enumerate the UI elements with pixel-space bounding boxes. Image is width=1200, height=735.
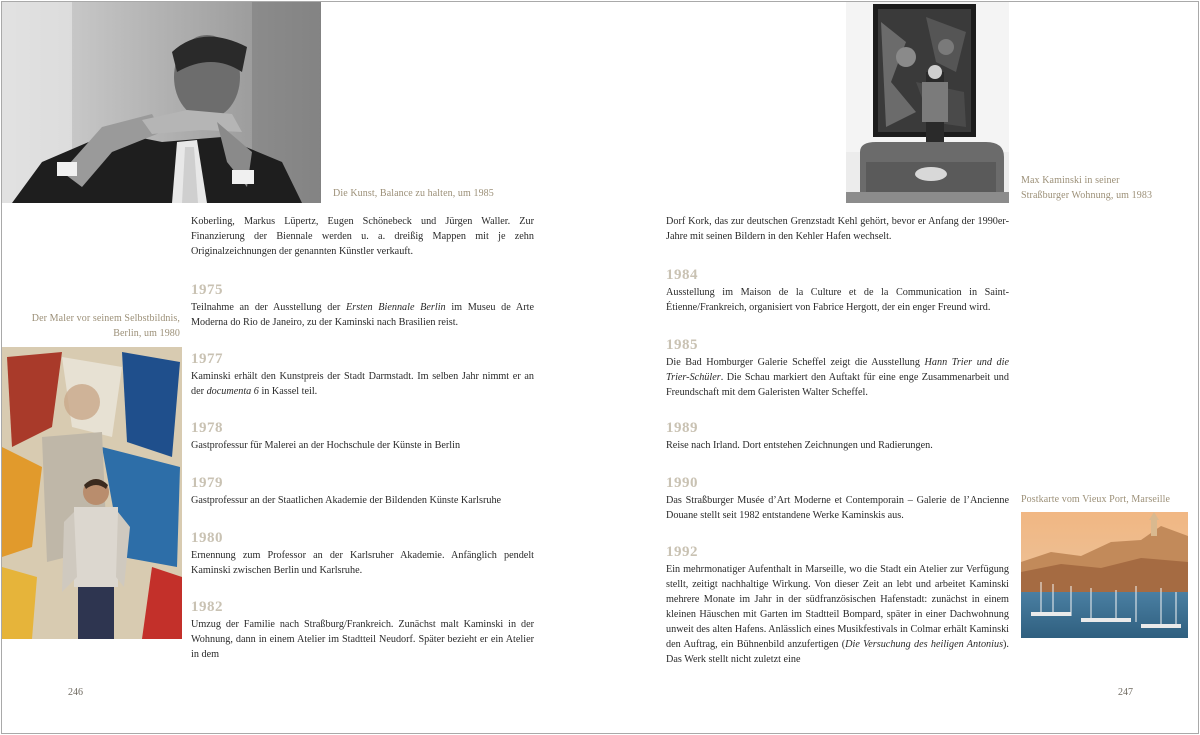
photo-vieux-port [1021,512,1188,638]
caption-wohnung-line1: Max Kaminski in seiner [1021,175,1120,186]
right-entry-1985 [666,336,1009,400]
entry-body: Reise nach Irland. Dort entstehen Zeichnungen und Radierungen. [666,440,933,451]
year-label: 1980 [191,530,223,546]
photo-painter-selfportrait [2,347,182,639]
year-label: 1979 [191,475,223,491]
entry-body: Das Straßburger Musée d’Art Moderne et Contemporain – Galerie de l’Ancienne Douane stellt seit 1982 entstandene Werke Kaminskis aus. [666,495,1009,521]
right-entry-1990 [666,474,1009,523]
left-entry-1979 [191,474,534,508]
left-entry-1980 [191,529,534,578]
entry-body: Kaminski erhält den Kunstpreis der Stadt Darmstadt. Im selben Jahr nimmt er an der documenta 6 in Kassel teil. [191,371,534,397]
left-entry-1978 [191,419,534,453]
year-label: 1982 [191,599,223,615]
year-label: 1990 [666,475,698,491]
page-number-left: 246 [68,687,83,698]
year-label: 1989 [666,420,698,436]
left-intro: Koberling, Markus Lüpertz, Eugen Schönebeck und Jürgen Waller. Zur Finanzierung der Biennale werden u. a. dreißig Mappen mit je zehn Originalzeichnungen der genannten Künstler verkauft. [191,216,534,257]
right-entry-1984 [666,266,1009,315]
caption-maler-line1: Der Maler vor seinem Selbstbildnis, [31,313,180,324]
page-number-right: 247 [1118,687,1133,698]
caption-maler-line2: Berlin, um 1980 [113,328,180,339]
caption-wohnung-line2: Straßburger Wohnung, um 1983 [1021,190,1153,201]
left-entry-1977 [191,350,534,399]
entry-body: Gastprofessur an der Staatlichen Akademie der Bildenden Künste Karlsruhe [191,495,502,506]
entry-body: Die Bad Homburger Galerie Scheffel zeigt die Ausstellung Hann Trier und die Trier-Schüler. Die Schau markiert den Auftakt für eine enge Zusammenarbeit und Freundschaft mit dem Galeristen Walter Scheffel. [666,357,1009,398]
caption-maler [10,311,180,341]
portrait-photo-balance [2,2,321,203]
year-label: 1992 [666,544,698,560]
photo-strassburg-apartment [846,2,1009,203]
entry-body: Teilnahme an der Ausstellung der Ersten Biennale Berlin im Museu de Arte Moderna do Rio de Janeiro, zu der Kaminski nach Brasilien reist. [191,302,534,328]
right-entry-1989 [666,419,1009,453]
right-entry-1992 [666,543,1009,667]
year-label: 1985 [666,337,698,353]
caption-postkarte: Postkarte vom Vieux Port, Marseille [1021,494,1171,505]
left-entry-1982 [191,598,534,662]
year-label: 1978 [191,420,223,436]
entry-body: Ein mehrmonatiger Aufenthalt in Marseille, wo die Stadt ein Atelier zur Verfügung stellt, zeitigt nachhaltige Wirkung. Von dieser Zeit an lebt und arbeitet Kaminski mehrere Monate im Jahr in der südfranzösischen Hafenstadt: zunächst in einem kleinen Häuschen mit Garten im Stadtteil Bompard, später in einer Dachwohnung unweit des alten Hafens. Anlässlich eines Musikfestivals in Colmar erhält Kaminski den Auftrag, ein Bühnenbild anzufertigen (Die Versuchung des heiligen Antonius). Das Werk stellt nicht zuletzt eine [666,564,1009,665]
year-label: 1977 [191,351,223,367]
entry-body: Ausstellung im Maison de la Culture et de la Communication in Saint-Étienne/Frankreich, organisiert von Fabrice Hergott, der ein enger Freund wird. [666,287,1009,313]
entry-body: Umzug der Familie nach Straßburg/Frankreich. Zunächst malt Kaminski in der Wohnung, dann in einem Atelier im Stadtteil Neudorf. Später bezieht er ein Atelier in dem [191,619,534,660]
caption-kunst: Die Kunst, Balance zu halten, um 1985 [333,188,494,199]
right-intro: Dorf Kork, das zur deutschen Grenzstadt Kehl gehört, bevor er Anfang der 1990er-Jahre mit seinen Bildern in den Kehler Hafen wechselt. [666,216,1009,242]
entry-body: Ernennung zum Professor an der Karlsruher Akademie. Anfänglich pendelt Kaminski zwischen Berlin und Karlsruhe. [191,550,534,576]
left-entry-1975 [191,281,534,330]
year-label: 1975 [191,282,223,298]
entry-body: Gastprofessur für Malerei an der Hochschule der Künste in Berlin [191,440,461,451]
year-label: 1984 [666,267,698,283]
caption-wohnung [1021,173,1152,203]
